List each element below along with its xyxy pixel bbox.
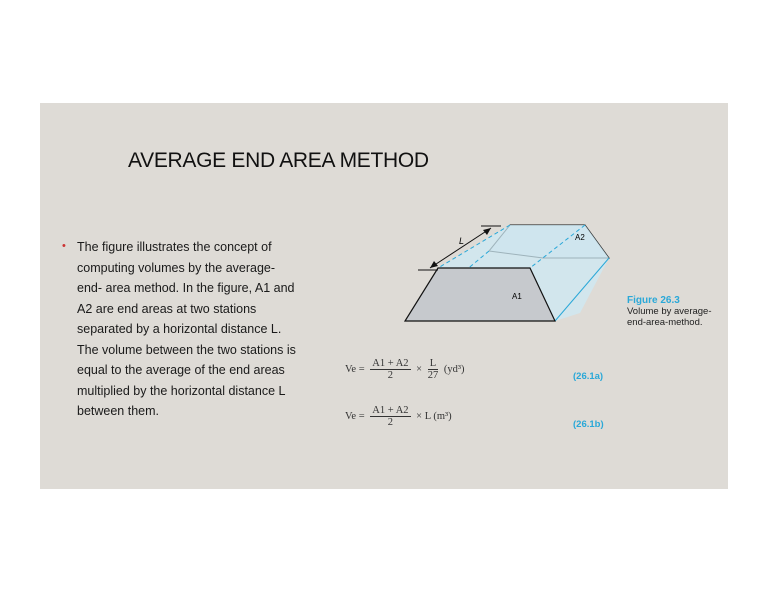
slide-title: AVERAGE END AREA METHOD	[128, 149, 429, 172]
equation-fraction-2: $\frac{L}{27}$	[427, 358, 439, 381]
figure-caption	[627, 295, 727, 328]
times-sign: × L	[416, 410, 431, 422]
equation-26-1b	[345, 405, 452, 428]
equation-tag-26-1b: (26.1b)	[573, 419, 604, 430]
equation-fraction: $\frac{A1 + A2}{2}$	[372, 405, 409, 428]
figure-caption-body: Volume by average-end-area-method.	[627, 306, 712, 328]
equation-unit: (yd³)	[443, 363, 465, 375]
label-A2: A2	[575, 233, 585, 242]
label-A1: A1	[512, 292, 522, 301]
equation-tag-26-1a: (26.1a)	[573, 371, 604, 382]
equation-26-1a	[345, 358, 464, 381]
figure-caption-title: Figure 26.3	[627, 295, 680, 306]
equation-lhs: Ve =	[345, 363, 365, 375]
label-L: L	[459, 236, 465, 246]
times-sign: ×	[416, 363, 423, 375]
equation-fraction: $\frac{A1 + A2}{2}$	[372, 358, 409, 381]
slide	[40, 103, 728, 489]
bullet-dot-icon: •	[62, 240, 66, 252]
equation-unit: (m³)	[433, 410, 452, 422]
prism-figure	[395, 213, 620, 328]
bullet-text: The figure illustrates the concept of computing volumes by the average-end- area method. In the figure, A1 and A2 are end areas at two stations separated by a horizontal distance L. The volume between the two stations is equal to the average of the end areas multiplied by the horizontal distance L between them.	[77, 240, 296, 418]
equation-lhs: Ve =	[345, 410, 365, 422]
